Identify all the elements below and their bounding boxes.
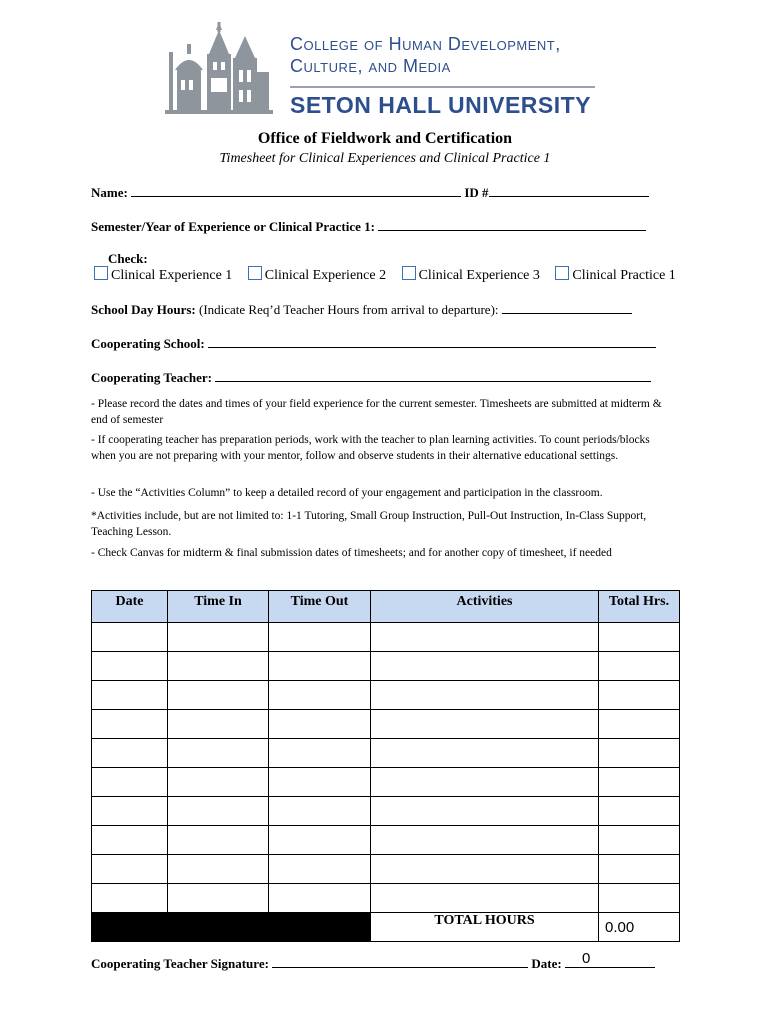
column-header-time-out: Time Out xyxy=(269,591,371,623)
table-row xyxy=(92,681,680,710)
cell-activities[interactable] xyxy=(371,710,599,739)
checkbox-label: Clinical Experience 1 xyxy=(111,268,233,283)
cooperating-school-label: Cooperating School: xyxy=(91,336,205,351)
total-row xyxy=(92,913,680,942)
school-hours-field[interactable] xyxy=(502,301,632,314)
cell-activities[interactable] xyxy=(371,652,599,681)
checkbox-clinical-experience-1[interactable] xyxy=(94,266,232,284)
cell-time-out[interactable] xyxy=(269,623,371,652)
cell-total-hrs[interactable] xyxy=(599,652,680,681)
cooperating-teacher-field[interactable] xyxy=(215,369,651,382)
cooperating-school-row xyxy=(91,335,656,352)
name-field[interactable] xyxy=(131,184,461,197)
signature-row xyxy=(91,955,655,972)
cell-time-in[interactable] xyxy=(168,739,269,768)
checkbox-label: Clinical Practice 1 xyxy=(572,268,676,283)
header-rule xyxy=(290,86,595,88)
cell-total-hrs[interactable] xyxy=(599,797,680,826)
cell-time-out[interactable] xyxy=(269,797,371,826)
cell-time-in[interactable] xyxy=(168,768,269,797)
semester-label: Semester/Year of Experience or Clinical Practice 1: xyxy=(91,219,375,234)
cell-time-in[interactable] xyxy=(168,652,269,681)
cell-activities[interactable] xyxy=(371,681,599,710)
table-row xyxy=(92,652,680,681)
table-row xyxy=(92,739,680,768)
column-header-time-in: Time In xyxy=(168,591,269,623)
cell-total-hrs[interactable] xyxy=(599,826,680,855)
checkbox-icon xyxy=(94,266,108,280)
instruction-1: - Please record the dates and times of your field experience for the current semester. Timesheets are submitted at midterm & end of semester xyxy=(91,398,662,426)
cell-activities[interactable] xyxy=(371,768,599,797)
checkbox-label: Clinical Experience 2 xyxy=(264,268,387,283)
checkbox-icon xyxy=(248,266,262,280)
cell-time-in[interactable] xyxy=(168,710,269,739)
cell-activities[interactable] xyxy=(371,826,599,855)
cooperating-teacher-row xyxy=(91,369,651,386)
signature-label: Cooperating Teacher Signature: xyxy=(91,956,269,971)
column-header-total-hrs: Total Hrs. xyxy=(599,591,680,623)
total-hours-value[interactable]: 0.00 xyxy=(599,913,680,942)
college-name-line1: College of Human Development, xyxy=(290,34,561,54)
table-row xyxy=(92,826,680,855)
cell-date[interactable] xyxy=(92,710,168,739)
id-label: ID # xyxy=(464,185,489,200)
instruction-2: - If cooperating teacher has preparation periods, work with the teacher to plan learning activities. To count periods/blocks when you are not preparing with your mentor, follow and observe students in their alternative educational settings. xyxy=(91,434,650,462)
check-label: Check: xyxy=(108,251,148,266)
cell-time-out[interactable] xyxy=(269,826,371,855)
date-label: Date: xyxy=(531,956,562,971)
total-row-filler xyxy=(92,913,168,942)
cell-date[interactable] xyxy=(92,623,168,652)
date-value: 0 xyxy=(582,950,591,967)
cell-total-hrs[interactable] xyxy=(599,768,680,797)
id-field[interactable] xyxy=(489,184,649,197)
school-hours-hint: (Indicate Req’d Teacher Hours from arrival to departure): xyxy=(198,302,499,317)
page-title: Office of Fieldwork and Certification xyxy=(257,130,513,147)
school-hours-label: School Day Hours: xyxy=(91,302,196,317)
instruction-4: *Activities include, but are not limited to: 1-1 Tutoring, Small Group Instruction, Pull-Out Instruction, In-Class Support, Teaching Lesson. xyxy=(91,510,647,538)
table-row xyxy=(92,797,680,826)
cell-total-hrs[interactable] xyxy=(599,681,680,710)
checkbox-icon xyxy=(555,266,569,280)
cell-activities[interactable] xyxy=(371,797,599,826)
cell-total-hrs[interactable] xyxy=(599,739,680,768)
table-row xyxy=(92,623,680,652)
name-id-row xyxy=(91,184,649,201)
checkbox-clinical-practice-1[interactable] xyxy=(555,266,675,284)
timesheet-table xyxy=(91,590,680,942)
cell-activities[interactable] xyxy=(371,739,599,768)
school-hours-row xyxy=(91,301,632,318)
cell-date[interactable] xyxy=(92,739,168,768)
university-logo-building xyxy=(165,22,273,120)
cell-time-out[interactable] xyxy=(269,739,371,768)
cell-date[interactable] xyxy=(92,855,168,884)
semester-row xyxy=(91,218,646,235)
cell-time-in[interactable] xyxy=(168,884,269,913)
cell-date[interactable] xyxy=(92,826,168,855)
table-header-row xyxy=(92,591,680,623)
cell-total-hrs[interactable] xyxy=(599,884,680,913)
cell-total-hrs[interactable] xyxy=(599,710,680,739)
checkbox-clinical-experience-3[interactable] xyxy=(402,266,540,284)
table-row xyxy=(92,884,680,913)
cell-time-out[interactable] xyxy=(269,855,371,884)
cell-time-out[interactable] xyxy=(269,681,371,710)
experience-checkboxes xyxy=(94,266,676,284)
cell-date[interactable] xyxy=(92,797,168,826)
page-subtitle: Timesheet for Clinical Experiences and Clinical Practice 1 xyxy=(219,151,551,166)
cell-time-in[interactable] xyxy=(168,855,269,884)
table-row xyxy=(92,768,680,797)
checkbox-clinical-experience-2[interactable] xyxy=(248,266,386,284)
cell-date[interactable] xyxy=(92,681,168,710)
college-name-line2: Culture, and Media xyxy=(290,56,451,76)
cooperating-teacher-label: Cooperating Teacher: xyxy=(91,370,212,385)
cell-date[interactable] xyxy=(92,768,168,797)
cooperating-school-field[interactable] xyxy=(208,335,656,348)
cell-activities[interactable] xyxy=(371,884,599,913)
semester-field[interactable] xyxy=(378,218,646,231)
cell-date[interactable] xyxy=(92,884,168,913)
instruction-3: - Use the “Activities Column” to keep a detailed record of your engagement and participation in the classroom. xyxy=(91,487,603,499)
column-header-activities: Activities xyxy=(371,591,599,623)
cell-time-out[interactable] xyxy=(269,710,371,739)
table-row xyxy=(92,710,680,739)
cell-total-hrs[interactable] xyxy=(599,623,680,652)
date-field[interactable] xyxy=(565,955,655,968)
cell-time-in[interactable] xyxy=(168,681,269,710)
cell-time-in[interactable] xyxy=(168,797,269,826)
checkbox-icon xyxy=(402,266,416,280)
checkbox-label: Clinical Experience 3 xyxy=(418,268,540,283)
signature-field[interactable] xyxy=(272,955,528,968)
cell-time-out[interactable] xyxy=(269,884,371,913)
cell-time-in[interactable] xyxy=(168,826,269,855)
name-label: Name: xyxy=(91,185,128,200)
cell-activities[interactable] xyxy=(371,623,599,652)
university-name: SETON HALL UNIVERSITY xyxy=(290,92,592,118)
cell-date[interactable] xyxy=(92,652,168,681)
cell-time-out[interactable] xyxy=(269,652,371,681)
total-row-filler xyxy=(269,913,371,942)
total-row-filler xyxy=(168,913,269,942)
instruction-5: - Check Canvas for midterm & final submission dates of timesheets; and for another copy of timesheet, if needed xyxy=(91,547,612,559)
cell-total-hrs[interactable] xyxy=(599,855,680,884)
table-row xyxy=(92,855,680,884)
cell-time-out[interactable] xyxy=(269,768,371,797)
cell-activities[interactable] xyxy=(371,855,599,884)
cell-time-in[interactable] xyxy=(168,623,269,652)
total-hours-label: TOTAL HOURS xyxy=(371,913,599,942)
column-header-date: Date xyxy=(92,591,168,623)
